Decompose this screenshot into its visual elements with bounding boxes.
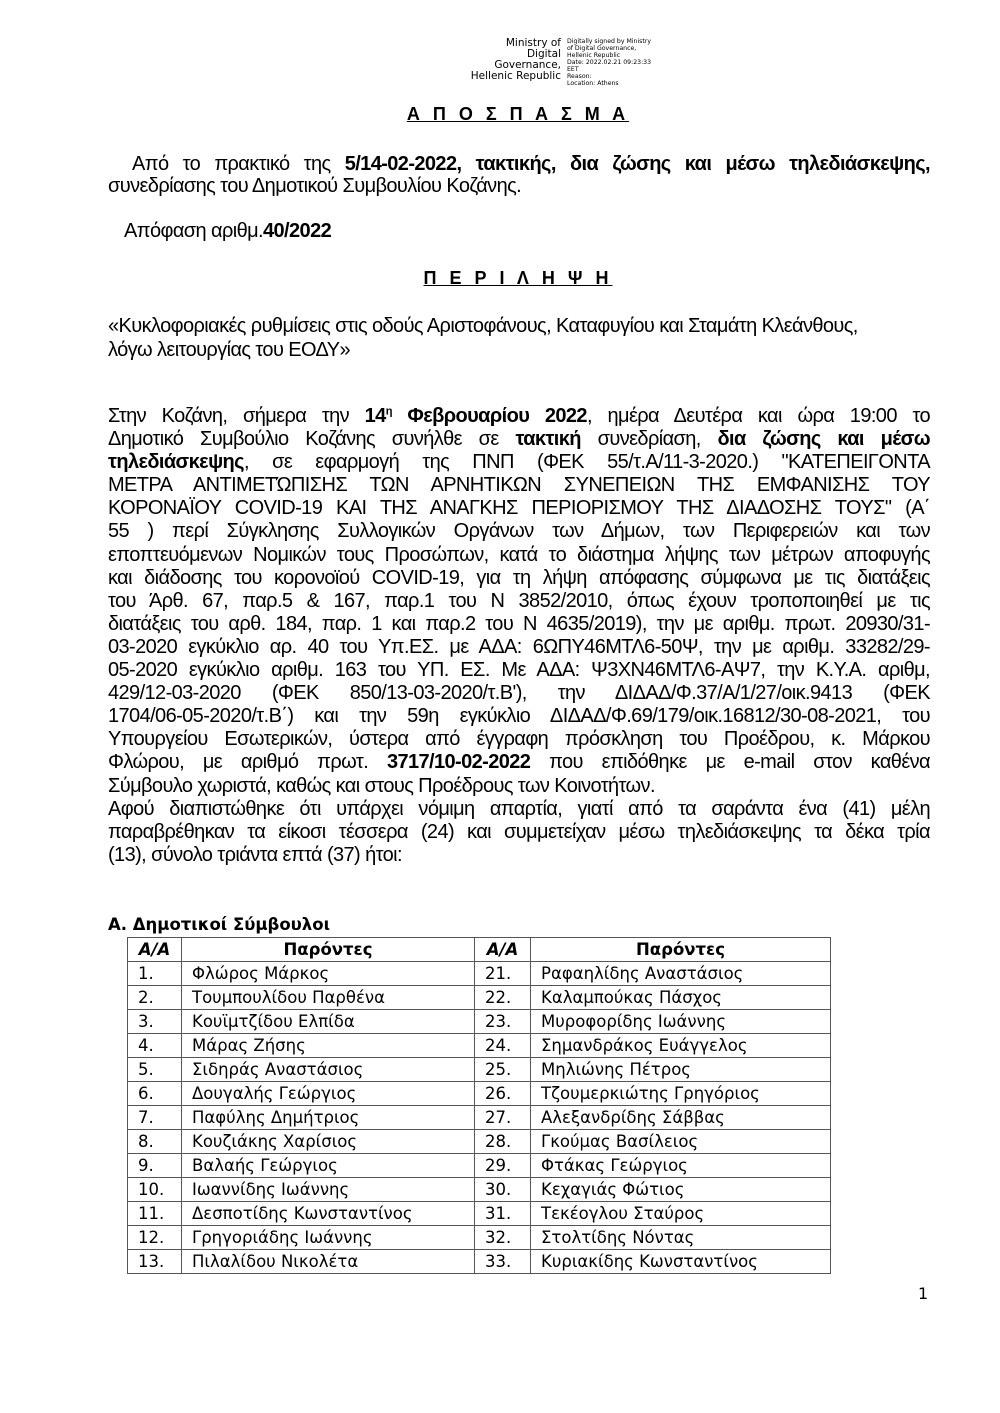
member-name-cell: Κουζιάκης Χαρίσιος [182, 1130, 475, 1154]
members-table [127, 937, 831, 1274]
member-name-cell: Δουγαλής Γεώργιος [182, 1082, 475, 1106]
signature-details: Digitally signed by Ministry of Digital Governance, Hellenic Republic Date: 2022.02.21 09:23:33 EET Reason: Location: Athens [567, 38, 652, 87]
member-name-cell: Φλώρος Μάρκος [182, 962, 475, 986]
row-number-cell: 33. [475, 1250, 531, 1274]
member-name-cell: Μάρας Ζήσης [182, 1034, 475, 1058]
document-title: Α Π Ο Σ Π Α Σ Μ Α [406, 104, 630, 124]
body-paragraph: Στην Κοζάνη, σήμερα την $14^\eta$ Φεβρουαρίου 2022, ημέρα Δευτέρα και ώρα 19:00 το Δημοτικό Συμβούλιο Κοζάνης συνήλθε σε τακτική συνεδρίαση, δια ζώσης και μέσω τηλεδιάσκεψης, σε εφαρμογή της ΠΝΠ (ΦΕΚ 55/τ.Α/11-3-2020.) "ΚΑΤΕΠΕΙΓΟΝΤΑ ΜΕΤΡΑ ΑΝΤΙΜΕΤΏΠΙΣΗΣ ΤΩΝ ΑΡΝΗΤΙΚΩΝ ΣΥΝΕΠΕΙΩΝ ΤΗΣ ΕΜΦΑΝΙΣΗΣ ΤΟΥ ΚΟΡΟΝΑΪΟΥ COVID-19 ΚΑΙ ΤΗΣ ΑΝΑΓΚΗΣ ΠΕΡΙΟΡΙΣΜΟΥ ΤΗΣ ΔΙΑΔΟΣΗΣ ΤΟΥΣ" (Α΄ 55 ) περί Σύγκλησης Συλλογικών Οργάνων των Δήμων, των Περιφερειών και των εποπτευόμενων Νομικών τους Προσώπων, κατά το διάστημα λήψης των μέτρων αποφυγής και διάδοσης του κορονοϊού COVID-19, για τη λήψη απόφασης σύμφωνα με τις διατάξεις του Άρθ. 67, παρ.5 & 167, παρ.1 του Ν 3852/2010, όπως έχουν τροποποιηθεί με τις διατάξεις του αρθ. 184, παρ. 1 και παρ.2 του Ν 4635/2019), την με αριθμ. πρωτ. 20930/31- 03-2020 εγκύκλιο αρ. 40 του Υπ.ΕΣ. με ΑΔΑ: 6ΩΠΥ46ΜΤΛ6-50Ψ, την με αριθμ. 33282/29- 05-2020 εγκύκλιο αριθμ. 163 του ΥΠ. ΕΣ. Με ΑΔΑ: Ψ3ΧΝ46ΜΤΛ6-ΑΨ7, την Κ.Υ.Α. αριθμ, 429/12-03-2020 (ΦΕΚ 850/13-03-2020/τ.Β'), την ΔΙΔΑΔ/Φ.37/Α/1/27/οικ.9413 (ΦΕΚ 1704/06-05-2020/τ.Β΄) και την 59η εγκύκλιο ΔΙΔΑΔ/Φ.69/179/οικ.16812/30-08-2021, του Υπουργείου Εσωτερικών, ύστερα από έγγραφη πρόσκληση του Προέδρου, κ. Μάρκου Φλώρου, με αριθμό πρωτ. 3717/10-02-2022 που επιδόθηκε με e-mail στον καθένα Σύμβουλο χωριστά, καθώς και στους Προέδρους των Κοινοτήτων. Αφού διαπιστώθηκε ότι υπάρχει νόμιμη απαρτία, γιατί από τα σαράντα ένα (41) μέλη παραβρέθηκαν τα είκοσι τέσσερα (24) και συμμετείχαν μέσω τηλεδιάσκεψης τα δέκα τρία (13), σύνολο τριάντα επτά (37) ήτοι: [108, 405, 931, 866]
row-number-cell: 3. [128, 1010, 182, 1034]
table-row [128, 986, 831, 1010]
table-row [128, 1250, 831, 1274]
row-number-cell: 32. [475, 1226, 531, 1250]
intro-paragraph: Από το πρακτικό της 5/14-02-2022, τακτικής, δια ζώσης και μέσω τηλεδιάσκεψης, συνεδρίασης του Δημοτικού Συμβουλίου Κοζάνης. [108, 153, 930, 197]
member-name-cell: Παφύλης Δημήτριος [182, 1106, 475, 1130]
member-name-cell: Τουμπουλίδου Παρθένα [182, 986, 475, 1010]
row-number-cell: 13. [128, 1250, 182, 1274]
member-name-cell: Τεκέογλου Σταύρος [531, 1202, 831, 1226]
row-number-cell: 2. [128, 986, 182, 1010]
row-number-cell: 4. [128, 1034, 182, 1058]
row-number-cell: 27. [475, 1106, 531, 1130]
member-name-cell: Σιδηράς Αναστάσιος [182, 1058, 475, 1082]
row-number-cell: 22. [475, 986, 531, 1010]
member-name-cell: Ιωαννίδης Ιωάννης [182, 1178, 475, 1202]
member-name-cell: Ραφαηλίδης Αναστάσιος [531, 962, 831, 986]
summary-title: Π Ε Ρ Ι Λ Η Ψ Η [423, 268, 613, 288]
header-present: Παρόντες [531, 938, 831, 962]
row-number-cell: 30. [475, 1178, 531, 1202]
member-name-cell: Γρηγοριάδης Ιωάννης [182, 1226, 475, 1250]
row-number-cell: 8. [128, 1130, 182, 1154]
table-row [128, 1106, 831, 1130]
row-number-cell: 24. [475, 1034, 531, 1058]
table-row [128, 962, 831, 986]
header-aa: Α/Α [128, 938, 182, 962]
header-present: Παρόντες [182, 938, 475, 962]
member-name-cell: Στολτίδης Νόντας [531, 1226, 831, 1250]
row-number-cell: 7. [128, 1106, 182, 1130]
table-row [128, 1178, 831, 1202]
member-name-cell: Καλαμπούκας Πάσχος [531, 986, 831, 1010]
table-row [128, 1202, 831, 1226]
table-row [128, 1226, 831, 1250]
row-number-cell: 1. [128, 962, 182, 986]
row-number-cell: 12. [128, 1226, 182, 1250]
table-header-row [128, 938, 831, 962]
table-row [128, 1130, 831, 1154]
decision-number: Απόφαση αριθμ.40/2022 [124, 220, 332, 242]
member-name-cell: Κυριακίδης Κωνσταντίνος [531, 1250, 831, 1274]
member-name-cell: Πιλαλίδου Νικολέτα [182, 1250, 475, 1274]
page-number: 1 [918, 1284, 929, 1303]
member-name-cell: Μηλιώνης Πέτρος [531, 1058, 831, 1082]
row-number-cell: 5. [128, 1058, 182, 1082]
summary-text: «Κυκλοφοριακές ρυθμίσεις στις οδούς Αριστοφάνους, Καταφυγίου και Σταμάτη Κλεάνθους, λόγω λειτουργίας του ΕΟΔΥ» [108, 315, 858, 361]
member-name-cell: Τζουμερκιώτης Γρηγόριος [531, 1082, 831, 1106]
member-name-cell: Κουϊμτζίδου Ελπίδα [182, 1010, 475, 1034]
member-name-cell: Αλεξανδρίδης Σάββας [531, 1106, 831, 1130]
row-number-cell: 21. [475, 962, 531, 986]
row-number-cell: 23. [475, 1010, 531, 1034]
member-name-cell: Δεσποτίδης Κωνσταντίνος [182, 1202, 475, 1226]
member-name-cell: Κεχαγιάς Φώτιος [531, 1178, 831, 1202]
row-number-cell: 31. [475, 1202, 531, 1226]
row-number-cell: 9. [128, 1154, 182, 1178]
member-name-cell: Φτάκας Γεώργιος [531, 1154, 831, 1178]
member-name-cell: Γκούμας Βασίλειος [531, 1130, 831, 1154]
row-number-cell: 11. [128, 1202, 182, 1226]
row-number-cell: 25. [475, 1058, 531, 1082]
member-name-cell: Βαλαής Γεώργιος [182, 1154, 475, 1178]
table-row [128, 1082, 831, 1106]
row-number-cell: 10. [128, 1178, 182, 1202]
row-number-cell: 29. [475, 1154, 531, 1178]
member-name-cell: Μυροφορίδης Ιωάννης [531, 1010, 831, 1034]
table-row [128, 1058, 831, 1082]
member-name-cell: Σημανδράκος Ευάγγελος [531, 1034, 831, 1058]
table-row [128, 1034, 831, 1058]
row-number-cell: 26. [475, 1082, 531, 1106]
header-aa: Α/Α [475, 938, 531, 962]
table-row [128, 1010, 831, 1034]
signer-name: Ministry of Digital Governance, Hellenic Republic [470, 37, 561, 82]
section-title: Α. Δημοτικοί Σύμβουλοι [108, 915, 331, 934]
table-row [128, 1154, 831, 1178]
digital-signature-block [469, 38, 667, 87]
row-number-cell: 6. [128, 1082, 182, 1106]
row-number-cell: 28. [475, 1130, 531, 1154]
